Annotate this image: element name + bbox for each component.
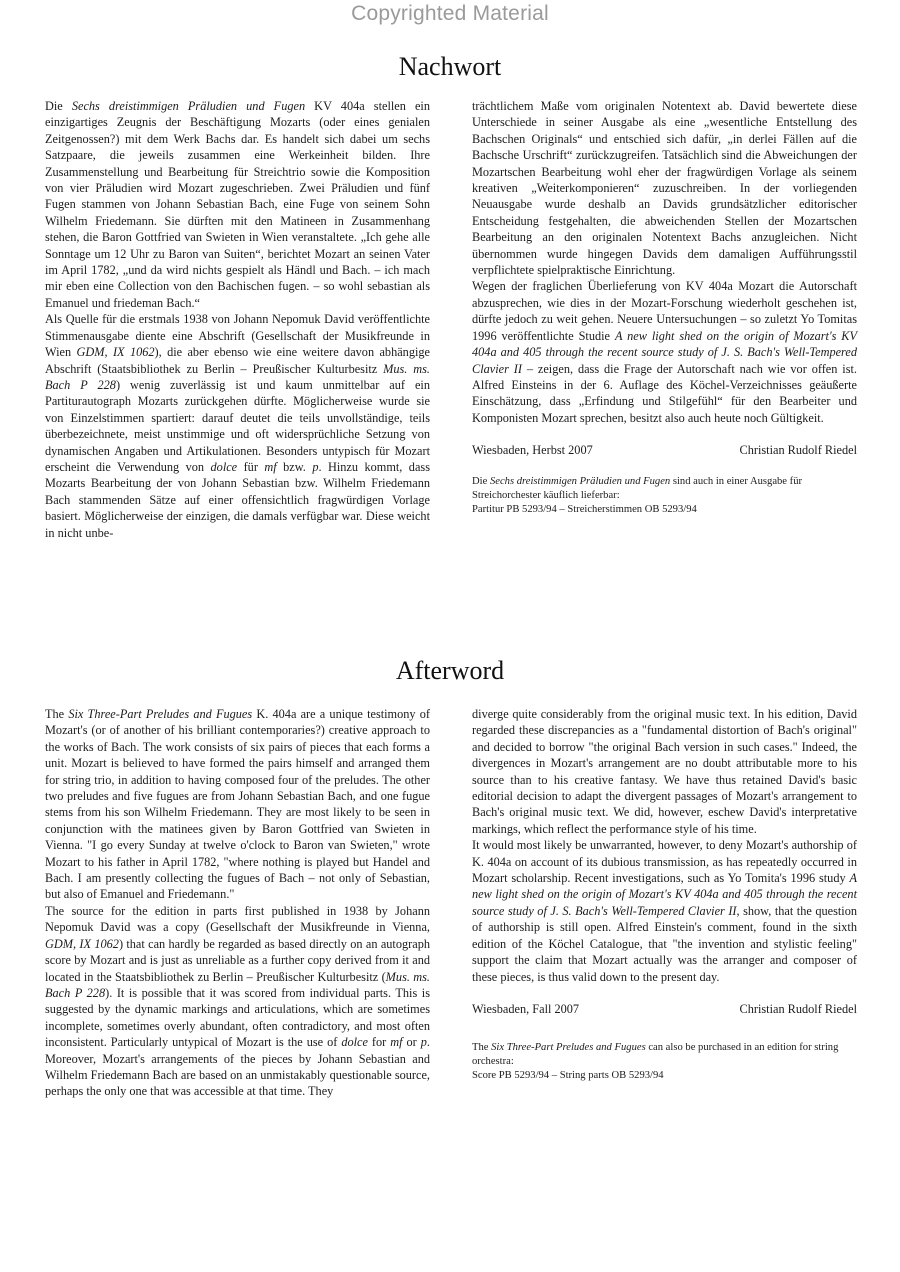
afterword-paragraph-4: It would most likely be unwarranted, however, to deny Mozart's authorship of K. 404a on account of its dubious transmission, as has repeatedly occurred in Mozart scholarship. Recent investigations, such as Yo Tomita's 1996 study A new light shed on the origin of Mozart's KV 404a and 405 through the recent source study of J. S. Bach's Well-Tempered Clavier II, show, that the question of authorship is still open. Alfred Einstein's comment, found in the sixth edition of the Köchel Catalogue, that "the invention and stylistic feeling" support the claim that Mozart actually was the arranger and composer of these pieces, is thus valid down to the present day. — [472, 838, 857, 984]
nachwort-right-column — [472, 98, 857, 517]
italic-title: A new light shed on the origin of Mozart's KV 404a and 405 through the recent source study of J. S. Bach's Well-Tempered Clavier II — [472, 328, 857, 376]
nachwort-left-column — [45, 98, 430, 541]
nachwort-place-date: Wiesbaden, Herbst 2007 — [472, 443, 593, 458]
nachwort-paragraph-4: Wegen der fraglichen Überlieferung von KV 404a Mozart die Autorschaft abzusprechen, wie dies in der Mozart-Forschung wiederholt geschehen ist, dürfte jedoch zu weit gehen. Neuere Untersuchungen – so zuletzt Yo Tomitas 1996 veröffentlichte Studie A new light shed on the origin of Mozart's KV 404a and 405 through the recent source study of J. S. Bach's Well-Tempered Clavier II – zeigen, dass die Frage der Autorschaft nach wie vor offen ist. Alfred Einsteins in der 6. Auflage des Köchel-Verzeichnisses geäußerte Einschätzung, dass „Erfindung und Stilgefühl“ für den Bearbeiter und Komponisten Mozart sprechen, besitzt also auch heute noch Gültigkeit. — [472, 279, 857, 425]
afterword-paragraph-2: The source for the edition in parts first published in 1938 by Johann Nepomuk David was a copy (Gesellschaft der Musikfreunde in Vienna, GDM, IX 1062) that can hardly be regarded as based directly on an autograph score by Mozart and is just as unreliable as a further copy derived from it and located in the Staatsbibliothek zu Berlin – Preußischer Kulturbesitz (Mus. ms. Bach P 228). It is possible that it was scored from individual parts. This is suggested by the dynamic markings and articulations, which are sometimes incomplete, sometimes overly abundant, often contradictory, and most often inconsistent. Particularly untypical of Mozart is the use of dolce for mf or p. Moreover, Mozart's arrangements of the pieces by Johann Sebastian and Wilhelm Friedemann Bach are based on an unmistakably questionable source, perhaps the only one that was accessible at that time. They — [45, 903, 430, 1099]
afterword-left-column — [45, 706, 430, 1100]
afterword-title: Afterword — [395, 656, 505, 685]
italic-title: Six Three-Part Preludes and Fugues — [491, 1042, 646, 1054]
afterword-note-catalog: Score PB 5293/94 – String parts OB 5293/94 — [472, 1070, 664, 1082]
italic-title: A new light shed on the origin of Mozart's KV 404a and 405 through the recent source study of J. S. Bach's Well-Tempered Clavier II — [472, 871, 857, 918]
afterword-paragraph-3: diverge quite considerably from the original music text. In his edition, David regarded these discrepancies as a "fundamental distortion of Bach's original" and decided to borrow "the original Bach version in such cases." Indeed, the divergences in Mozart's arrangement are no doubt attributable more to his source than to his creative fantasy. We have thus retained David's basic editorial decision to adapt the divergent passages of Mozart's arrangement to Bach's original music text. We did, however, eschew David's interpretative markings, which reflect the performance style of his time. — [472, 707, 857, 836]
watermark: Copyrighted Material — [351, 2, 549, 25]
italic-title: GDM, IX 1062 — [45, 936, 119, 951]
afterword-note-text: The Six Three-Part Preludes and Fugues can also be purchased in an edition for string orchestra: — [472, 1042, 839, 1068]
nachwort-author: Christian Rudolf Riedel — [739, 443, 857, 458]
italic-title: dolce — [210, 459, 238, 474]
afterword-paragraph-1: The Six Three-Part Preludes and Fugues K. 404a are a unique testimony of Mozart's (or of another of his brilliant contemporaries?) creative approach to the works of Bach. The work consists of six pairs of pieces that each forms a unit. Mozart is believed to have formed the pairs himself and arranged them for string trio, in addition to having composed four of the preludes. The other two preludes and five fugues are from Johann Sebastian Bach, and one fugue stems from his son Wilhelm Friedemann. They are most likely to be seen in conjunction with the matinees given by Baron Gottfried van Swieten in Vienna. "I go every Sunday at twelve o'clock to Baron van Swieten," wrote Mozart to his father in April 1782, "where nothing is played but Handel and Bach. I am presently collecting the fugues of Bach – not only of Sebastian, but also of Emanuel and Friedemann." — [45, 707, 430, 902]
italic-title: mf — [264, 459, 277, 474]
italic-title: Mus. ms. Bach P 228 — [45, 969, 430, 1000]
afterword-edition-note — [472, 1041, 857, 1083]
nachwort-paragraph-3: trächtlichem Maße vom originalen Notentext ab. David bewertete diese Unterschiede in seiner Ausgabe als eine „wesentliche Entstellung des Bachschen Originals“ und entschied sich dafür, „in derlei Fällen auf die Bachsche Urschrift“ zurückzugreifen. Tatsächlich sind die Abweichungen der Mozartschen Bearbeitung wohl eher der fragwürdigen Vorlage als seinem kreativen „Weiterkomponieren“ zuzuschreiben. In der vorliegenden Neuausgabe wurde deshalb an Davids grundsätzlicher editorischer Entscheidung festgehalten, die abweichenden Stellen der Mozartschen Bearbeitung an den originalen Notentext Bachs anzugleichen. Nicht übernommen wurde hingegen Davids dem damaligen Aufführungsstil verpflichtete spielpraktische Einrichtung. — [472, 99, 857, 278]
italic-title: Six Three-Part Preludes and Fugues — [68, 707, 253, 721]
italic-title: Sechs dreistimmigen Präludien und Fugen — [71, 99, 306, 113]
italic-title: p — [312, 459, 319, 474]
italic-title: Mus. ms. Bach P 228 — [45, 361, 430, 392]
nachwort-signature — [472, 442, 857, 458]
italic-title: GDM, IX 1062 — [76, 345, 155, 360]
nachwort-note-catalog: Partitur PB 5293/94 – Streicherstimmen OB 5293/94 — [472, 503, 697, 515]
italic-title: p — [420, 1035, 427, 1050]
nachwort-paragraph-1: Die Sechs dreistimmigen Präludien und Fugen KV 404a stellen ein einzigartiges Zeugnis der Beschäftigung Mozarts (oder eines genialen Zeitgenossen?) mit dem Werk Bachs dar. Es handelt sich dabei um sechs Satzpaare, die jeweils zusammen eine Werkeinheit bilden. Ihre Zusammenstellung und Bearbeitung für Streichtrio sowie die Komposition von vier Präludien wird Mozart zugeschrieben. Zwei Präludien und fünf Fugen stammen von Johann Sebastian Bach, eine Fuge von seinem Sohn Wilhelm Friedemann. Sie dürften mit den Matineen in Zusammenhang stehen, die Baron Gottfried van Swieten in Wien veranstaltete. „Ich gehe alle Sonntage um 12 Uhr zu Baron van Suiten“, berichtet Mozart an seinen Vater im April 1782, „und da wird nichts gespielt als Händl und Bach. – ich mach mir eben eine Collection von den Bachischen fugen. – so wohl sebastian als Emanuel und friedeman Bach.“ — [45, 99, 430, 310]
afterword-author: Christian Rudolf Riedel — [739, 1001, 857, 1016]
nachwort-note-text: Die Sechs dreistimmigen Präludien und Fugen sind auch in einer Ausgabe für Streichorchester käuflich lieferbar: — [472, 475, 803, 501]
nachwort-title: Nachwort — [398, 52, 502, 81]
afterword-right-column — [472, 706, 857, 1083]
italic-title: dolce — [341, 1035, 368, 1050]
nachwort-paragraph-2: Als Quelle für die erstmals 1938 von Johann Nepomuk David veröffentlichte Stimmenausgabe diente eine Abschrift (Gesellschaft der Musikfreunde in Wien GDM, IX 1062), die aber ebenso wie eine weitere davon abhängige Abschrift (Staatsbibliothek zu Berlin – Preußischer Kulturbesitz Mus. ms. Bach P 228) wenig zuverlässig ist und kaum unmittelbar auf ein Partiturautograph Mozarts zurückgehen dürfte. Möglicherweise wurde sie von Einzelstimmen spartiert: darauf deutet die teils unvollständige, teils überbezeichnete, meist unstimmige und oft widersprüchliche Setzung von dynamischen Angaben und Artikulationen. Besonders untypisch für Mozart erscheint die Verwendung von dolce für mf bzw. p. Hinzu kommt, dass Mozarts Bearbeitung der von Johann Sebastian bzw. Wilhelm Friedemann Bach stammenden Sätze auf einer offensichtlich fragwürdigen Vorlage basiert. Möglicherweise der einzigen, die damals verfügbar war. Diese weicht in nicht unbe- — [45, 312, 431, 540]
afterword-place-date: Wiesbaden, Fall 2007 — [472, 1001, 580, 1016]
afterword-signature — [472, 1001, 857, 1017]
italic-title: mf — [390, 1035, 403, 1050]
italic-title: Sechs dreistimmigen Präludien und Fugen — [489, 475, 671, 487]
nachwort-edition-note — [472, 475, 857, 517]
